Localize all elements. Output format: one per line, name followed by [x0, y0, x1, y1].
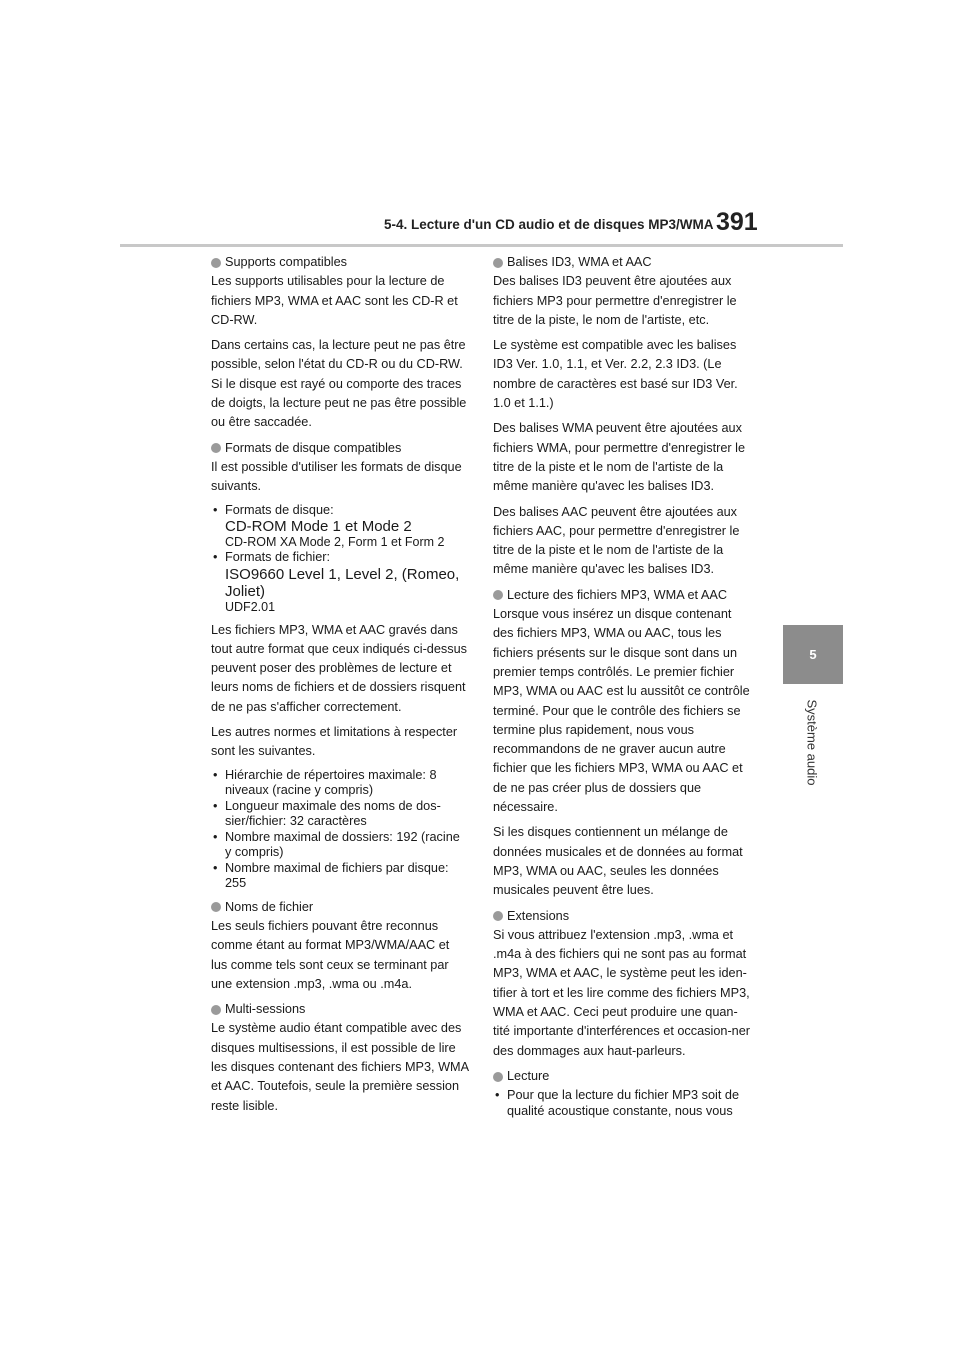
format-list	[211, 503, 469, 615]
paragraph: Des balises ID3 peuvent être ajoutées aux fichiers MP3 pour permettre d'enregistrer le titre de la piste, le nom de l'artiste, etc.	[493, 274, 737, 327]
bullet-circle-icon	[211, 443, 221, 453]
paragraph: Les supports utilisables pour la lecture de fichiers MP3, WMA et AAC sont les CD-R et CD-RW.	[211, 274, 458, 327]
list-item: • Nombre maximal de fichiers par disque: 255	[211, 861, 469, 892]
right-column	[493, 250, 751, 1125]
reading-list	[493, 1088, 751, 1119]
item-label: Formats de fichier:	[225, 550, 331, 565]
section-formats	[211, 439, 469, 892]
section-heading	[493, 253, 751, 272]
list-item: • Nombre maximal de dossiers: 192 (racine y compris)	[211, 830, 469, 861]
section-header-title: 5-4. Lecture d'un CD audio et de disques MP3/WMA	[384, 217, 714, 232]
section-heading	[211, 1000, 469, 1019]
paragraph: Lorsque vous insérez un disque contenant des fichiers MP3, WMA ou AAC, tous les fichiers présents sur le disque sont dans un premier temps contrôlés. Le premier fichier MP3, WMA ou AAC est lu aussitôt ce contrôle terminé. Pour que le contrôle des fichiers se termine plus rapidement, nous vous recommandons de ne graver aucun autre fichier que les fichiers MP3, WMA ou AAC et de ne pas créer plus de dossiers que nécessaire.	[493, 607, 750, 815]
paragraph: Dans certains cas, la lecture peut ne pas être possible, selon l'état du CD-R ou du CD-RW. Si le disque est rayé ou comporte des traces de doigts, la lecture peut ne pas être possible ou être saccadée.	[211, 338, 467, 430]
list-item	[211, 503, 469, 551]
item-value-sub: CD-ROM XA Mode 2, Form 1 et Form 2	[225, 535, 445, 550]
bullet-circle-icon	[211, 1005, 221, 1015]
heading-text: Supports compatibles	[225, 255, 348, 269]
section-playback-files	[493, 586, 751, 901]
paragraph: Il est possible d'utiliser les formats de disque suivants.	[211, 459, 462, 494]
section-supports	[211, 253, 469, 433]
paragraph: Des balises AAC peuvent être ajoutées aux fichiers AAC, pour permettre d'enregistrer le titre de la piste et le nom de l'artiste de la même manière qu'avec les balises ID3.	[493, 504, 740, 577]
paragraph: Si les disques contiennent un mélange de données musicales et de données au format MP3, WMA ou AAC, seules les données musicales peuvent être lues.	[493, 825, 743, 898]
section-heading	[211, 253, 469, 272]
section-reading	[493, 1067, 751, 1119]
bullet-circle-icon	[493, 1072, 503, 1082]
bullet-circle-icon	[493, 590, 503, 600]
paragraph: Les fichiers MP3, WMA et AAC gravés dans tout autre format que ceux indiqués ci-dessus peuvent poser des problèmes de lecture et leurs noms de fichiers et de dossiers risquent de ne pas s'afficher correctement.	[211, 622, 468, 714]
bullet-circle-icon	[493, 258, 503, 268]
list-item	[211, 550, 469, 615]
header-divider	[120, 244, 843, 247]
section-extensions	[493, 907, 751, 1061]
item-value-main: CD-ROM Mode 1 et Mode 2	[225, 518, 412, 536]
paragraph: Les seuls fichiers pouvant être reconnus comme étant au format MP3/WMA/AAC et lus comme tels sont ceux se terminant par une extension .mp3, .wma ou .m4a.	[211, 918, 450, 991]
item-value-main: ISO9660 Level 1, Level 2, (Romeo, Joliet)	[225, 565, 460, 600]
section-multisession	[211, 1000, 469, 1116]
section-heading	[211, 439, 469, 458]
paragraph: Le système est compatible avec les balises ID3 Ver. 1.0, 1.1, et Ver. 2.2, 2.3 ID3. (Le nombre de caractères est basé sur ID3 Ver. 1.0 et 1.1.)	[493, 338, 738, 411]
heading-text: Noms de fichier	[225, 899, 314, 914]
section-heading	[493, 1067, 751, 1086]
bullet-circle-icon	[211, 902, 221, 912]
paragraph: Si vous attribuez l'extension .mp3, .wma et .m4a à des fichiers qui ne sont pas au format MP3, WMA et AAC, le système peut les iden-tifier à tort et les lire comme des fichiers MP3, WMA et AAC. Ceci peut produire une quan-tité importante d'interférences et occasion-ner des dommages aux haut-parleurs.	[493, 927, 751, 1058]
heading-text: Balises ID3, WMA et AAC	[507, 255, 652, 269]
item-value-sub: UDF2.01	[225, 599, 276, 614]
heading-text: Formats de disque compatibles	[225, 440, 402, 455]
section-heading	[211, 898, 469, 917]
chapter-name: Système audio	[804, 699, 820, 786]
heading-text: Extensions	[507, 908, 570, 923]
left-column	[211, 250, 469, 1122]
heading-text: Multi-sessions	[225, 1002, 306, 1017]
list-item: • Pour que la lecture du fichier MP3 soit de qualité acoustique constante, nous vous	[493, 1088, 751, 1119]
heading-text: Lecture des fichiers MP3, WMA et AAC	[507, 587, 727, 602]
item-label: Formats de disque:	[225, 502, 334, 517]
chapter-tab: 5	[783, 625, 843, 684]
heading-text: Lecture	[507, 1068, 550, 1083]
limits-list	[211, 768, 469, 892]
paragraph: Le système audio étant compatible avec des disques multisessions, il est possible de lire les disques contenant des fichiers MP3, WMA et AAC. Toutefois, seule la première session reste lisible.	[211, 1021, 469, 1113]
section-filenames	[211, 898, 469, 994]
section-heading	[493, 907, 751, 926]
paragraph: Des balises WMA peuvent être ajoutées aux fichiers WMA, pour permettre d'enregistrer le titre de la piste et le nom de l'artiste de la même manière qu'avec les balises ID3.	[493, 421, 746, 494]
bullet-circle-icon	[493, 911, 503, 921]
section-heading	[493, 586, 751, 605]
list-item: • Longueur maximale des noms de dos-sier/fichier: 32 caractères	[211, 799, 469, 830]
page-number: 391	[716, 208, 758, 236]
bullet-circle-icon	[211, 258, 221, 268]
section-tags	[493, 253, 751, 580]
paragraph: Les autres normes et limitations à respecter sont les suivantes.	[211, 725, 458, 759]
list-item: • Hiérarchie de répertoires maximale: 8 niveaux (racine y compris)	[211, 768, 469, 799]
